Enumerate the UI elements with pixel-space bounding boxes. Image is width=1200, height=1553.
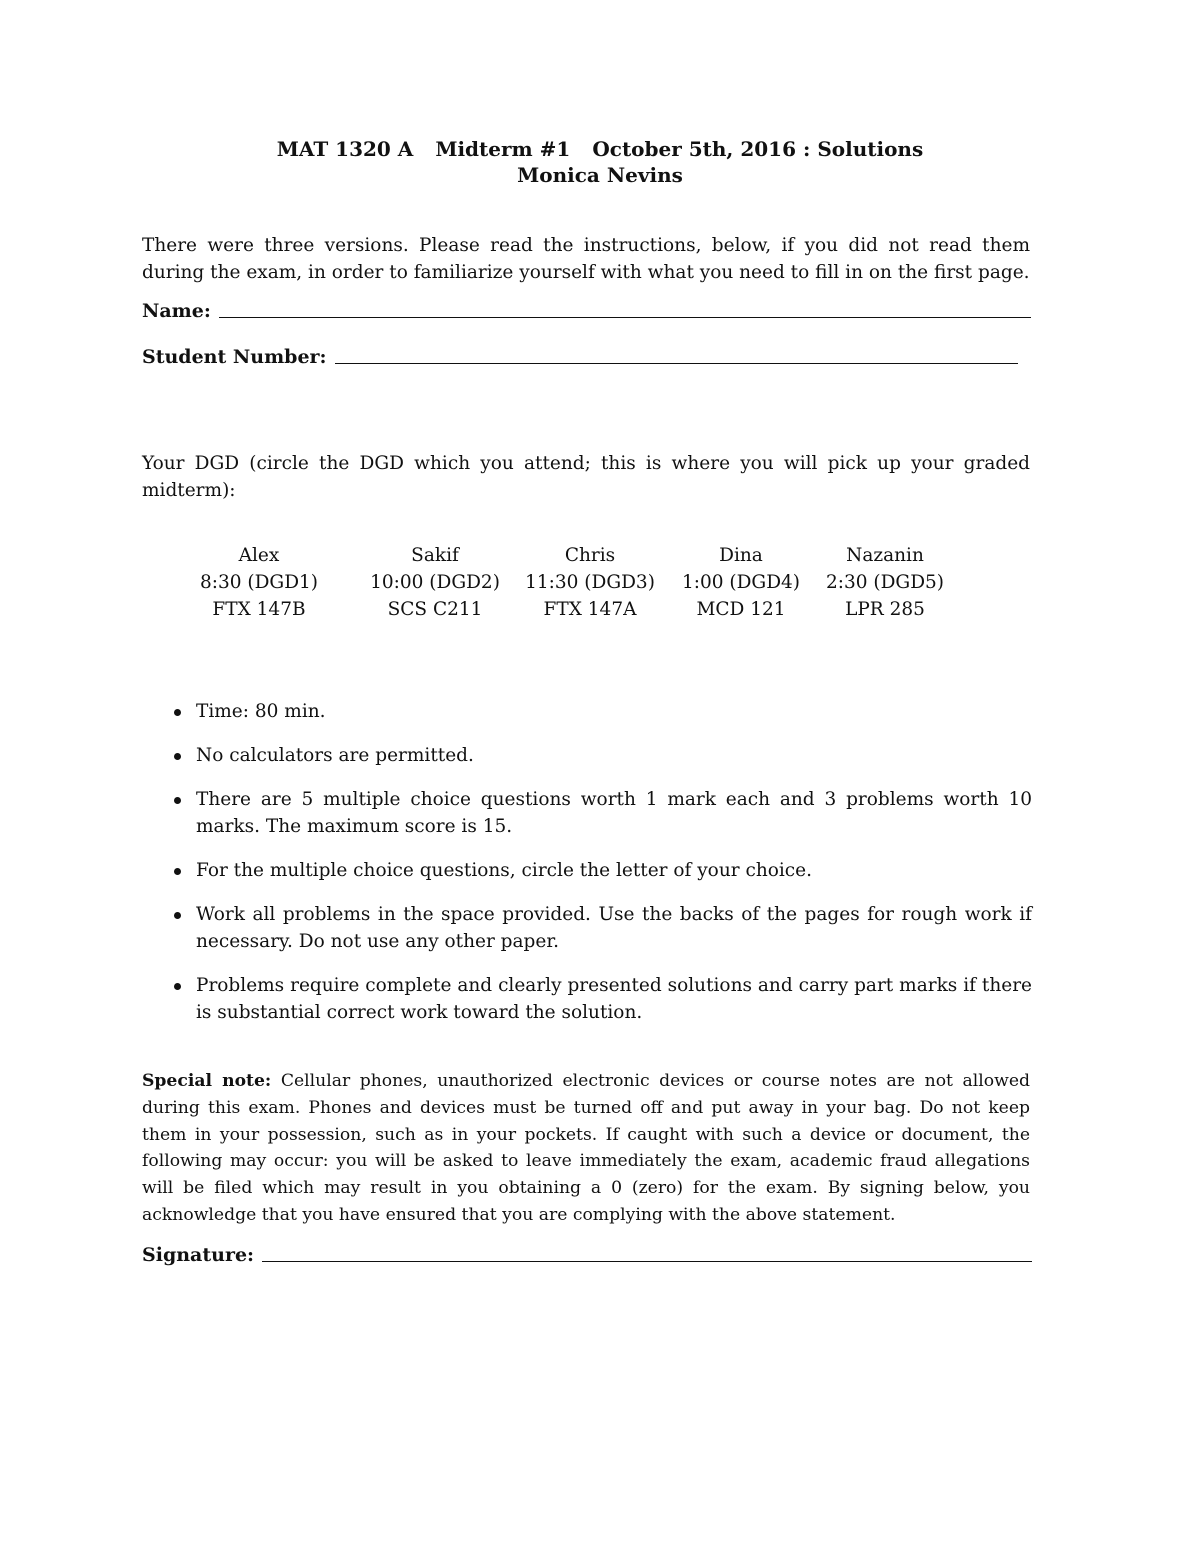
special-note-label: Special note: [142, 1071, 272, 1091]
list-item: Time: 80 min. [172, 698, 1032, 725]
dgd-time: 8:30 (DGD1) [199, 572, 319, 593]
name-line[interactable] [219, 316, 1031, 318]
author-name: Monica Nevins [517, 163, 683, 187]
dgd-option-2[interactable] [360, 542, 510, 623]
signature-label: Signature: [142, 1244, 255, 1266]
dgd-ta: Nazanin [846, 545, 924, 566]
dgd-option-4[interactable] [666, 542, 816, 623]
bullet-icon [174, 753, 181, 760]
student-number-field[interactable] [142, 346, 1018, 368]
list-item: No calculators are permitted. [172, 742, 1032, 769]
list-item: Work all problems in the space provided. Use the backs of the pages for rough work if necessary. Do not use any other paper. [172, 901, 1032, 955]
dgd-room: FTX 147A [543, 599, 637, 620]
bullet-icon [174, 868, 181, 875]
student-number-label: Student Number: [142, 346, 327, 368]
list-item: For the multiple choice questions, circle the letter of your choice. [172, 857, 1032, 884]
intro-paragraph: There were three versions. Please read the instructions, below, if you did not read them during the exam, in order to familiarize yourself with what you need to fill in on the first page. [142, 235, 1030, 283]
signature-line[interactable] [262, 1260, 1032, 1262]
dgd-room: SCS C211 [387, 599, 483, 620]
bullet-icon [174, 912, 181, 919]
exam-date: October 5th, 2016 : Solutions [592, 137, 924, 161]
dgd-time: 2:30 (DGD5) [825, 572, 945, 593]
dgd-option-1[interactable] [184, 542, 334, 623]
dgd-option-3[interactable] [515, 542, 665, 623]
dgd-option-5[interactable] [810, 542, 960, 623]
student-number-line[interactable] [335, 362, 1018, 364]
dgd-ta: Alex [238, 545, 280, 566]
bullet-icon [174, 797, 181, 804]
name-field[interactable] [142, 300, 1031, 322]
bullet-icon [174, 709, 181, 716]
signature-field[interactable] [142, 1244, 1032, 1266]
exam-name: Midterm #1 [435, 137, 571, 161]
dgd-room: MCD 121 [696, 599, 786, 620]
course-code: MAT 1320 A [276, 137, 414, 161]
name-label: Name: [142, 300, 211, 322]
special-note [142, 1068, 1030, 1229]
list-item: There are 5 multiple choice questions worth 1 mark each and 3 problems worth 10 marks. The maximum score is 15. [172, 786, 1032, 840]
dgd-time: 1:00 (DGD4) [681, 572, 801, 593]
instructions-list [172, 698, 1032, 1043]
dgd-ta: Sakif [411, 545, 459, 566]
dgd-time: 10:00 (DGD2) [370, 572, 500, 593]
dgd-ta: Dina [719, 545, 763, 566]
dgd-room: FTX 147B [212, 599, 306, 620]
dgd-room: LPR 285 [845, 599, 925, 620]
dgd-time: 11:30 (DGD3) [525, 572, 655, 593]
bullet-icon [174, 983, 181, 990]
title-block [0, 136, 1200, 188]
exam-title [0, 136, 1200, 162]
special-note-text: Cellular phones, unauthorized electronic devices or course notes are not allowed during this exam. Phones and devices must be turned off and put away in your bag. Do not keep them in your possession, such as in your pockets. If caught with such a device or document, the following may occur: you will be asked to leave immediately the exam, academic fraud allegations will be filed which may result in you obtaining a 0 (zero) for the exam. By signing below, you acknowledge that you have ensured that you are complying with the above statement. [142, 1071, 1030, 1225]
list-item: Problems require complete and clearly presented solutions and carry part marks if there is substantial correct work toward the solution. [172, 972, 1032, 1026]
dgd-intro: Your DGD (circle the DGD which you attend; this is where you will pick up your graded midterm): [142, 453, 1030, 501]
dgd-ta: Chris [564, 545, 616, 566]
